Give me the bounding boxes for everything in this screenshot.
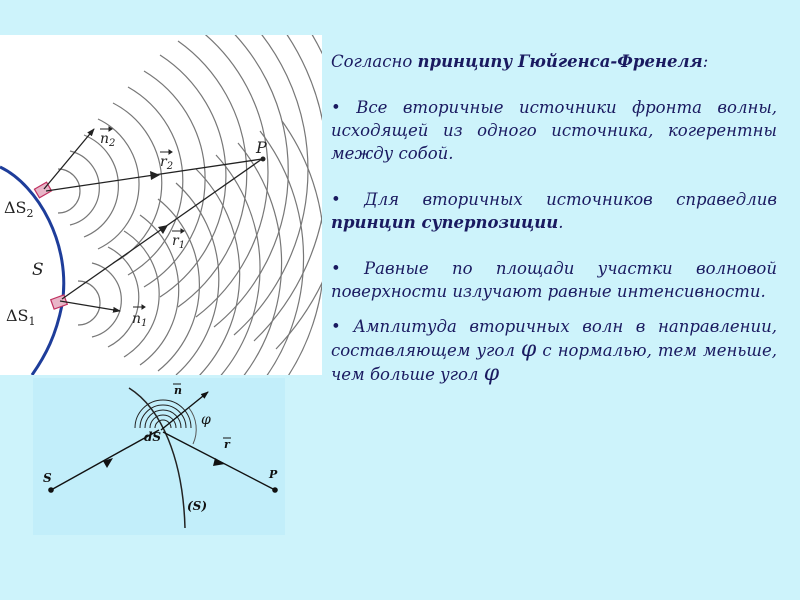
ray-arrowhead: [213, 458, 225, 466]
bullet-intensity: • Равные по площади участки волновой поверхности излучают равные интенсивности.: [331, 259, 777, 301]
label-n1: $n_1$: [132, 311, 148, 329]
label-surface: (S): [187, 499, 208, 513]
bullet-amplitude: • Амплитуда вторичных волн в направлении, составляющем угол φ с нормалью, тем меньше, чем больше угол φ: [331, 317, 777, 386]
normal-vector-n1: [60, 301, 120, 311]
surface-element-figure: [33, 378, 285, 535]
incident-ray: [51, 430, 162, 490]
huygens-fresnel-figure: [0, 35, 322, 375]
point-s: [48, 487, 54, 493]
label-r1: $r_1$: [172, 233, 186, 251]
intro-line: Согласно принципу Гюйгенса-Френеля:: [331, 52, 709, 71]
vector-overbars: [100, 127, 184, 309]
principle-text-panel: [331, 50, 777, 386]
label-r: r: [224, 438, 230, 451]
phi-symbol: φ: [520, 337, 537, 362]
surface-element-diagram: [33, 378, 285, 535]
label-delta-s1: $\Delta S_1$: [6, 306, 36, 328]
wavefronts-source-2: [58, 35, 322, 349]
principle-name: принципу Гюйгенса-Френеля: [417, 52, 703, 71]
label-n2: $n_2$: [100, 131, 116, 149]
label-phi: φ: [201, 412, 211, 428]
label-delta-s2: $\Delta S_2$: [4, 198, 34, 220]
point-p: [261, 157, 266, 162]
bullet-coherence: • Все вторичные источники фронта волны, исходящей из одного источника, когерентны между собой.: [331, 98, 777, 163]
label-n: n: [174, 384, 182, 397]
label-p: P: [256, 138, 267, 157]
label-s: S: [43, 471, 52, 485]
bullet-superposition: • Для вторичных источников справедлив принцип суперпозиции.: [331, 190, 777, 232]
label-ds: dS: [144, 430, 162, 444]
superposition-term: принцип суперпозиции: [331, 213, 559, 232]
wavefronts-source-1: [78, 121, 322, 375]
secondary-wavelets: [135, 400, 191, 428]
huygens-fresnel-diagram: [0, 35, 322, 375]
angle-arc: [189, 408, 196, 444]
label-s: S: [32, 260, 44, 280]
r1-arrowhead: [158, 225, 168, 234]
phi-symbol: φ: [483, 361, 500, 386]
point-p: [272, 487, 278, 493]
r2-arrowhead: [150, 171, 160, 180]
label-p: P: [269, 468, 278, 481]
label-r2: $r_2$: [160, 154, 174, 172]
